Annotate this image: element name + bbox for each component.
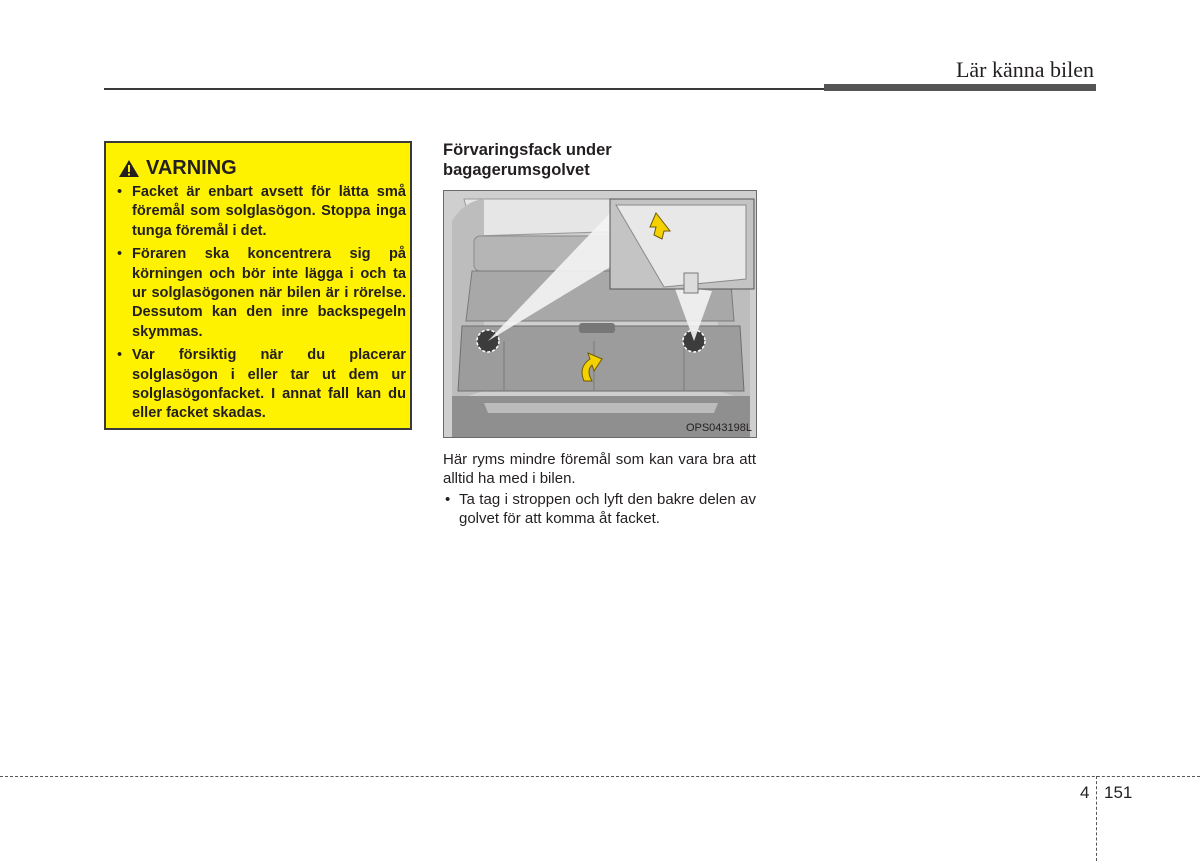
header-rule-accent (824, 84, 1096, 91)
warning-item-text: Var försiktig när du placerar solglasögon i eller tar ut dem ur solglasögonfacket. I annat fall kan du eller facket skadas. (132, 347, 406, 422)
chapter-number: 4 (1080, 783, 1090, 802)
header-rule (104, 88, 824, 90)
bullet-icon: • (117, 246, 123, 263)
warning-list (114, 183, 406, 428)
figure-code: OPS043198L (685, 422, 752, 434)
warning-heading (118, 157, 237, 180)
section-heading: Förvaringsfack under bagagerumsgolvet (443, 141, 612, 179)
bullet-icon: • (117, 184, 123, 200)
warning-item-text: Föraren ska koncentrera sig på körningen och bör inte lägga i och ta ur solglasögonen när bilen är i rörelse. Dessutom kan den inre backspegeln skymmas. (132, 246, 406, 340)
footer-divider (0, 776, 1200, 777)
warning-title: VARNING (146, 157, 237, 179)
page-number: 151 (1104, 783, 1133, 802)
warning-item (114, 346, 406, 424)
cargo-area-illustration (443, 190, 757, 438)
bullet-icon: • (117, 347, 123, 364)
warning-item (114, 245, 406, 342)
footer-vertical-divider (1096, 776, 1097, 861)
warning-triangle-icon (118, 159, 140, 178)
body-bullet-text: Ta tag i stroppen och lyft den bakre delen av golvet för att komma åt facket. (459, 491, 756, 527)
warning-item (114, 183, 406, 241)
body-bullet-item (443, 490, 756, 528)
bullet-icon: • (445, 491, 451, 508)
warning-item-text: Facket är enbart avsett för lätta små föremål som solglasögon. Stoppa inga tunga föremål i det. (132, 184, 406, 239)
cargo-area-drawing (444, 191, 757, 438)
body-paragraph: Här ryms mindre föremål som kan vara bra att alltid ha med i bilen. (443, 451, 756, 487)
warning-box (104, 141, 412, 430)
chapter-title: Lär känna bilen (955, 57, 1094, 82)
